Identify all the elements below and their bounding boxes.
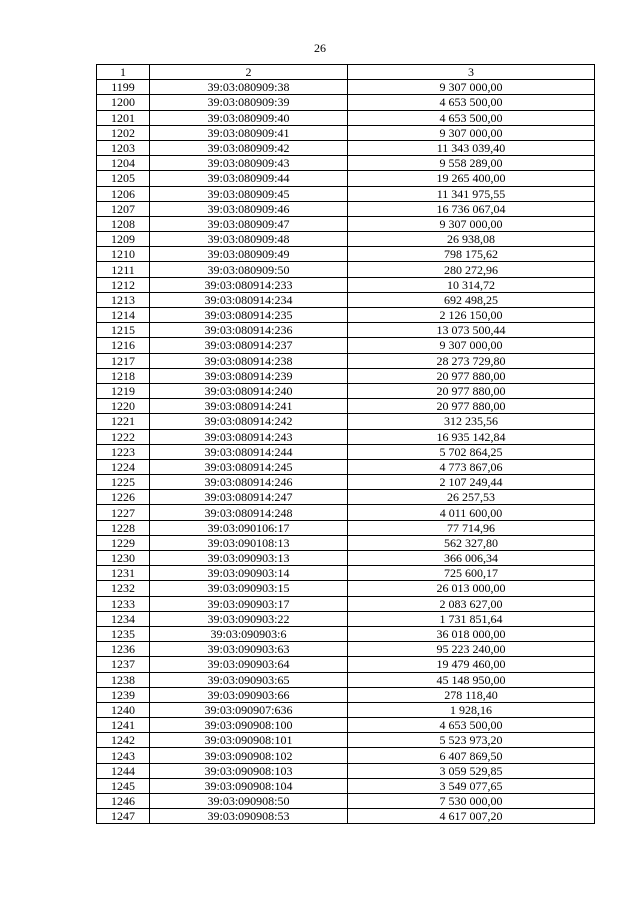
table-row bbox=[97, 277, 595, 292]
row-number-cell: 1243 bbox=[97, 748, 150, 763]
row-number-cell: 1207 bbox=[97, 201, 150, 216]
cadastral-value-cell: 20 977 880,00 bbox=[348, 399, 595, 414]
cadastral-value-cell: 11 341 975,55 bbox=[348, 186, 595, 201]
column-header-number: 1 bbox=[97, 65, 150, 80]
cadastral-value-cell: 312 235,56 bbox=[348, 414, 595, 429]
cadastral-number-cell: 39:03:090908:102 bbox=[150, 748, 348, 763]
cadastral-number-cell: 39:03:080909:44 bbox=[150, 171, 348, 186]
row-number-cell: 1226 bbox=[97, 490, 150, 505]
table-row bbox=[97, 368, 595, 383]
cadastral-number-cell: 39:03:090908:53 bbox=[150, 809, 348, 824]
table-row bbox=[97, 414, 595, 429]
table-row bbox=[97, 171, 595, 186]
cadastral-number-cell: 39:03:090903:66 bbox=[150, 687, 348, 702]
table-row bbox=[97, 505, 595, 520]
cadastral-number-cell: 39:03:080914:234 bbox=[150, 292, 348, 307]
table-row bbox=[97, 247, 595, 262]
cadastral-number-cell: 39:03:090903:64 bbox=[150, 657, 348, 672]
cadastral-value-cell: 45 148 950,00 bbox=[348, 672, 595, 687]
table-row bbox=[97, 110, 595, 125]
cadastral-value-cell: 16 935 142,84 bbox=[348, 429, 595, 444]
table-row bbox=[97, 186, 595, 201]
cadastral-value-cell: 1 928,16 bbox=[348, 702, 595, 717]
row-number-cell: 1222 bbox=[97, 429, 150, 444]
table-row bbox=[97, 399, 595, 414]
table-row bbox=[97, 323, 595, 338]
row-number-cell: 1217 bbox=[97, 353, 150, 368]
cadastral-value-cell: 11 343 039,40 bbox=[348, 140, 595, 155]
cadastral-value-cell: 19 479 460,00 bbox=[348, 657, 595, 672]
cadastral-number-cell: 39:03:090903:17 bbox=[150, 596, 348, 611]
row-number-cell: 1218 bbox=[97, 368, 150, 383]
cadastral-value-cell: 4 617 007,20 bbox=[348, 809, 595, 824]
table-row bbox=[97, 718, 595, 733]
cadastral-value-cell: 7 530 000,00 bbox=[348, 794, 595, 809]
table-row bbox=[97, 80, 595, 95]
cadastral-value-cell: 95 223 240,00 bbox=[348, 642, 595, 657]
table-row bbox=[97, 338, 595, 353]
row-number-cell: 1200 bbox=[97, 95, 150, 110]
cadastral-number-cell: 39:03:080909:48 bbox=[150, 232, 348, 247]
cadastral-value-cell: 5 523 973,20 bbox=[348, 733, 595, 748]
row-number-cell: 1224 bbox=[97, 459, 150, 474]
cadastral-value-cell: 77 714,96 bbox=[348, 520, 595, 535]
table-row bbox=[97, 490, 595, 505]
cadastral-value-cell: 3 059 529,85 bbox=[348, 763, 595, 778]
row-number-cell: 1210 bbox=[97, 247, 150, 262]
cadastral-number-cell: 39:03:090908:101 bbox=[150, 733, 348, 748]
table-row bbox=[97, 657, 595, 672]
cadastral-value-cell: 9 307 000,00 bbox=[348, 338, 595, 353]
row-number-cell: 1225 bbox=[97, 475, 150, 490]
cadastral-number-cell: 39:03:080914:246 bbox=[150, 475, 348, 490]
cadastral-number-cell: 39:03:080909:46 bbox=[150, 201, 348, 216]
cadastral-number-cell: 39:03:090908:103 bbox=[150, 763, 348, 778]
cadastral-number-cell: 39:03:090903:6 bbox=[150, 626, 348, 641]
row-number-cell: 1232 bbox=[97, 581, 150, 596]
cadastral-number-cell: 39:03:080914:240 bbox=[150, 383, 348, 398]
row-number-cell: 1242 bbox=[97, 733, 150, 748]
cadastral-number-cell: 39:03:080914:241 bbox=[150, 399, 348, 414]
row-number-cell: 1235 bbox=[97, 626, 150, 641]
table-row bbox=[97, 794, 595, 809]
cadastral-value-cell: 4 773 867,06 bbox=[348, 459, 595, 474]
cadastral-value-cell: 278 118,40 bbox=[348, 687, 595, 702]
table-row bbox=[97, 232, 595, 247]
cadastral-number-cell: 39:03:080914:243 bbox=[150, 429, 348, 444]
row-number-cell: 1219 bbox=[97, 383, 150, 398]
cadastral-value-cell: 20 977 880,00 bbox=[348, 383, 595, 398]
cadastral-value-cell: 9 307 000,00 bbox=[348, 125, 595, 140]
cadastral-value-cell: 9 558 289,00 bbox=[348, 156, 595, 171]
cadastral-number-cell: 39:03:080914:239 bbox=[150, 368, 348, 383]
cadastral-value-cell: 28 273 729,80 bbox=[348, 353, 595, 368]
cadastral-number-cell: 39:03:080914:235 bbox=[150, 308, 348, 323]
table-row bbox=[97, 551, 595, 566]
row-number-cell: 1216 bbox=[97, 338, 150, 353]
table-row bbox=[97, 262, 595, 277]
cadastral-number-cell: 39:03:090106:17 bbox=[150, 520, 348, 535]
row-number-cell: 1241 bbox=[97, 718, 150, 733]
table-row bbox=[97, 429, 595, 444]
cadastral-value-cell: 4 653 500,00 bbox=[348, 95, 595, 110]
cadastral-number-cell: 39:03:080914:247 bbox=[150, 490, 348, 505]
row-number-cell: 1244 bbox=[97, 763, 150, 778]
cadastral-value-cell: 3 549 077,65 bbox=[348, 778, 595, 793]
cadastral-value-cell: 366 006,34 bbox=[348, 551, 595, 566]
cadastral-number-cell: 39:03:080914:238 bbox=[150, 353, 348, 368]
cadastral-value-cell: 2 126 150,00 bbox=[348, 308, 595, 323]
cadastral-value-cell: 280 272,96 bbox=[348, 262, 595, 277]
row-number-cell: 1233 bbox=[97, 596, 150, 611]
cadastral-value-cell: 5 702 864,25 bbox=[348, 444, 595, 459]
row-number-cell: 1201 bbox=[97, 110, 150, 125]
row-number-cell: 1203 bbox=[97, 140, 150, 155]
table-row bbox=[97, 95, 595, 110]
cadastral-number-cell: 39:03:080909:47 bbox=[150, 216, 348, 231]
cadastral-value-cell: 4 653 500,00 bbox=[348, 718, 595, 733]
row-number-cell: 1221 bbox=[97, 414, 150, 429]
cadastral-value-cell: 6 407 869,50 bbox=[348, 748, 595, 763]
table-row bbox=[97, 353, 595, 368]
table-row bbox=[97, 733, 595, 748]
cadastral-number-cell: 39:03:080909:39 bbox=[150, 95, 348, 110]
table-row bbox=[97, 535, 595, 550]
row-number-cell: 1228 bbox=[97, 520, 150, 535]
table-row bbox=[97, 672, 595, 687]
row-number-cell: 1246 bbox=[97, 794, 150, 809]
row-number-cell: 1206 bbox=[97, 186, 150, 201]
table-row bbox=[97, 383, 595, 398]
table-row bbox=[97, 809, 595, 824]
cadastral-value-cell: 13 073 500,44 bbox=[348, 323, 595, 338]
row-number-cell: 1214 bbox=[97, 308, 150, 323]
cadastral-number-cell: 39:03:090907:636 bbox=[150, 702, 348, 717]
cadastral-number-cell: 39:03:080909:49 bbox=[150, 247, 348, 262]
table-row bbox=[97, 308, 595, 323]
table-row bbox=[97, 642, 595, 657]
table-row bbox=[97, 520, 595, 535]
row-number-cell: 1231 bbox=[97, 566, 150, 581]
row-number-cell: 1238 bbox=[97, 672, 150, 687]
row-number-cell: 1205 bbox=[97, 171, 150, 186]
cadastral-number-cell: 39:03:090903:65 bbox=[150, 672, 348, 687]
cadastral-value-cell: 26 938,08 bbox=[348, 232, 595, 247]
cadastral-value-cell: 2 107 249,44 bbox=[348, 475, 595, 490]
row-number-cell: 1208 bbox=[97, 216, 150, 231]
table-row bbox=[97, 125, 595, 140]
table-header-row bbox=[97, 65, 595, 80]
cadastral-number-cell: 39:03:090908:50 bbox=[150, 794, 348, 809]
row-number-cell: 1229 bbox=[97, 535, 150, 550]
table-row bbox=[97, 216, 595, 231]
cadastral-value-table bbox=[96, 64, 595, 824]
cadastral-number-cell: 39:03:090903:22 bbox=[150, 611, 348, 626]
table-row bbox=[97, 292, 595, 307]
column-header-cadastral-number: 2 bbox=[150, 65, 348, 80]
cadastral-number-cell: 39:03:080909:45 bbox=[150, 186, 348, 201]
page-number: 26 bbox=[314, 41, 326, 55]
row-number-cell: 1204 bbox=[97, 156, 150, 171]
row-number-cell: 1227 bbox=[97, 505, 150, 520]
cadastral-number-cell: 39:03:080909:41 bbox=[150, 125, 348, 140]
cadastral-number-cell: 39:03:090903:14 bbox=[150, 566, 348, 581]
table-row bbox=[97, 459, 595, 474]
table-row bbox=[97, 201, 595, 216]
cadastral-number-cell: 39:03:080914:248 bbox=[150, 505, 348, 520]
row-number-cell: 1212 bbox=[97, 277, 150, 292]
cadastral-value-cell: 562 327,80 bbox=[348, 535, 595, 550]
cadastral-number-cell: 39:03:080914:245 bbox=[150, 459, 348, 474]
row-number-cell: 1247 bbox=[97, 809, 150, 824]
row-number-cell: 1199 bbox=[97, 80, 150, 95]
cadastral-number-cell: 39:03:080909:38 bbox=[150, 80, 348, 95]
row-number-cell: 1230 bbox=[97, 551, 150, 566]
table-row bbox=[97, 687, 595, 702]
table-row bbox=[97, 611, 595, 626]
cadastral-value-cell: 9 307 000,00 bbox=[348, 216, 595, 231]
cadastral-value-cell: 692 498,25 bbox=[348, 292, 595, 307]
cadastral-number-cell: 39:03:080914:236 bbox=[150, 323, 348, 338]
table-row bbox=[97, 626, 595, 641]
row-number-cell: 1209 bbox=[97, 232, 150, 247]
row-number-cell: 1220 bbox=[97, 399, 150, 414]
cadastral-number-cell: 39:03:080909:40 bbox=[150, 110, 348, 125]
table-row bbox=[97, 156, 595, 171]
cadastral-value-cell: 19 265 400,00 bbox=[348, 171, 595, 186]
table-row bbox=[97, 444, 595, 459]
row-number-cell: 1223 bbox=[97, 444, 150, 459]
cadastral-value-cell: 36 018 000,00 bbox=[348, 626, 595, 641]
table-row bbox=[97, 748, 595, 763]
table-row bbox=[97, 702, 595, 717]
row-number-cell: 1236 bbox=[97, 642, 150, 657]
table-row bbox=[97, 581, 595, 596]
cadastral-value-cell: 4 653 500,00 bbox=[348, 110, 595, 125]
cadastral-value-cell: 725 600,17 bbox=[348, 566, 595, 581]
cadastral-number-cell: 39:03:080909:43 bbox=[150, 156, 348, 171]
row-number-cell: 1234 bbox=[97, 611, 150, 626]
cadastral-value-cell: 26 013 000,00 bbox=[348, 581, 595, 596]
row-number-cell: 1202 bbox=[97, 125, 150, 140]
cadastral-value-cell: 4 011 600,00 bbox=[348, 505, 595, 520]
cadastral-number-cell: 39:03:080914:237 bbox=[150, 338, 348, 353]
cadastral-number-cell: 39:03:090908:104 bbox=[150, 778, 348, 793]
row-number-cell: 1245 bbox=[97, 778, 150, 793]
cadastral-value-cell: 20 977 880,00 bbox=[348, 368, 595, 383]
cadastral-number-cell: 39:03:080914:242 bbox=[150, 414, 348, 429]
row-number-cell: 1215 bbox=[97, 323, 150, 338]
table-row bbox=[97, 566, 595, 581]
cadastral-value-cell: 2 083 627,00 bbox=[348, 596, 595, 611]
cadastral-number-cell: 39:03:080914:233 bbox=[150, 277, 348, 292]
table-row bbox=[97, 778, 595, 793]
cadastral-value-cell: 9 307 000,00 bbox=[348, 80, 595, 95]
cadastral-number-cell: 39:03:080914:244 bbox=[150, 444, 348, 459]
row-number-cell: 1213 bbox=[97, 292, 150, 307]
cadastral-number-cell: 39:03:090108:13 bbox=[150, 535, 348, 550]
cadastral-value-cell: 26 257,53 bbox=[348, 490, 595, 505]
cadastral-number-cell: 39:03:090908:100 bbox=[150, 718, 348, 733]
table-row bbox=[97, 763, 595, 778]
cadastral-number-cell: 39:03:080909:42 bbox=[150, 140, 348, 155]
row-number-cell: 1211 bbox=[97, 262, 150, 277]
row-number-cell: 1240 bbox=[97, 702, 150, 717]
cadastral-value-cell: 1 731 851,64 bbox=[348, 611, 595, 626]
cadastral-value-cell: 10 314,72 bbox=[348, 277, 595, 292]
row-number-cell: 1237 bbox=[97, 657, 150, 672]
column-header-value: 3 bbox=[348, 65, 595, 80]
cadastral-number-cell: 39:03:080909:50 bbox=[150, 262, 348, 277]
table-row bbox=[97, 596, 595, 611]
cadastral-number-cell: 39:03:090903:13 bbox=[150, 551, 348, 566]
cadastral-value-cell: 16 736 067,04 bbox=[348, 201, 595, 216]
cadastral-value-cell: 798 175,62 bbox=[348, 247, 595, 262]
table-body bbox=[97, 80, 595, 824]
row-number-cell: 1239 bbox=[97, 687, 150, 702]
table-row bbox=[97, 475, 595, 490]
table-row bbox=[97, 140, 595, 155]
cadastral-number-cell: 39:03:090903:15 bbox=[150, 581, 348, 596]
cadastral-number-cell: 39:03:090903:63 bbox=[150, 642, 348, 657]
